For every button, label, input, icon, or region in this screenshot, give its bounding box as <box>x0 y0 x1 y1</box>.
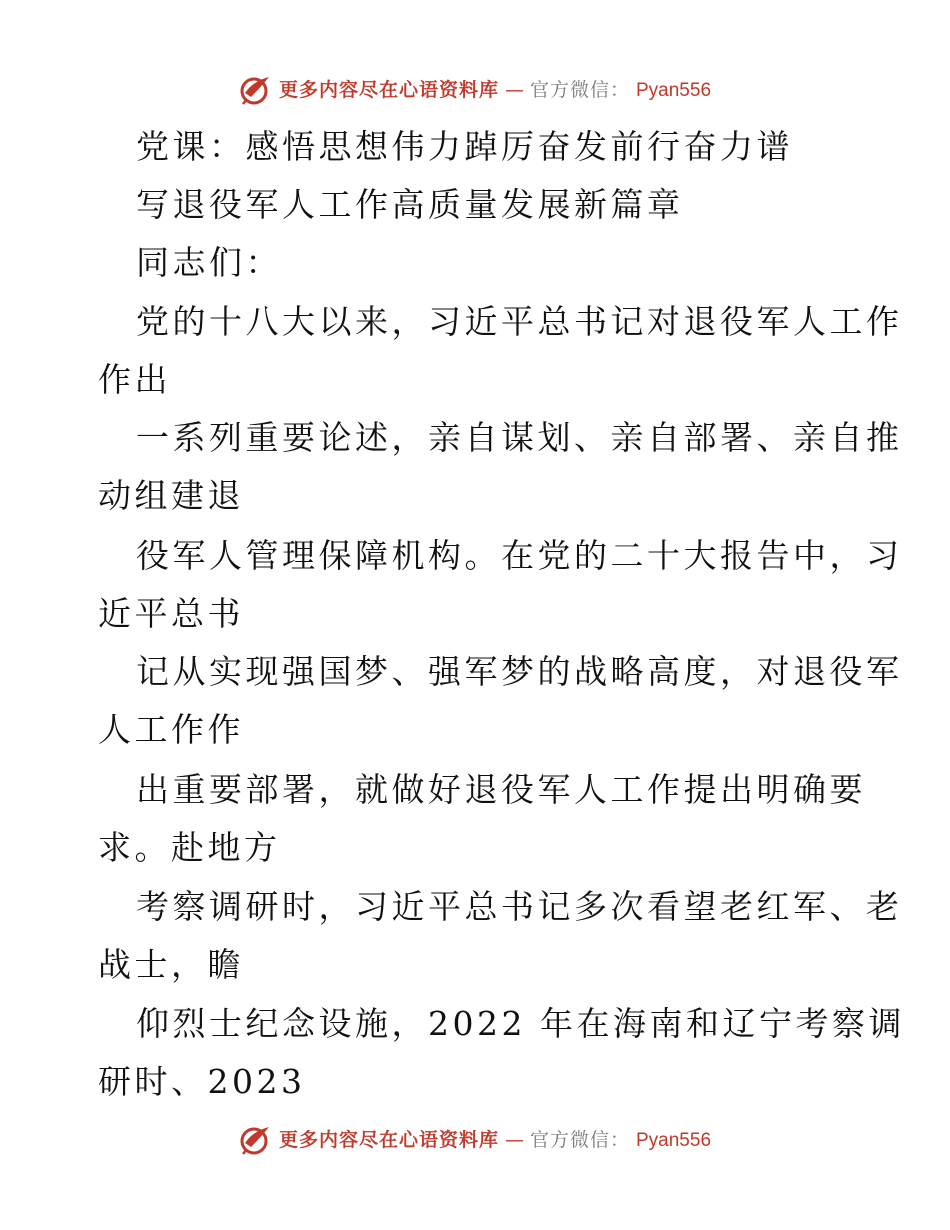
title-line-1: 党课：感悟思想伟力踔厉奋发前行奋力谱 <box>136 127 793 166</box>
text-line: 战士，瞻 <box>98 945 244 984</box>
banner-main-text: 更多内容尽在心语资料库 <box>278 1128 499 1151</box>
text-line: 仰烈士纪念设施，2022 年在海南和辽宁考察调 <box>136 1004 905 1043</box>
text-line: 求。赴地方 <box>98 828 281 867</box>
salutation: 同志们： <box>136 243 282 282</box>
text-line: 近平总书 <box>98 594 244 633</box>
banner-wechat-id: Pyan556 <box>636 1129 712 1151</box>
text-line: 役军人管理保障机构。在党的二十大报告中，习 <box>136 536 903 575</box>
banner-sub-text: 官方微信： <box>529 1128 630 1151</box>
text-line: 出重要部署，就做好退役军人工作提出明确要 <box>136 770 866 809</box>
banner-wechat-id: Pyan556 <box>636 79 712 101</box>
title-line-2: 写退役军人工作高质量发展新篇章 <box>136 185 684 224</box>
quill-logo-icon <box>239 1123 273 1157</box>
banner-main-text: 更多内容尽在心语资料库 <box>278 78 499 101</box>
text-line: 一系列重要论述，亲自谋划、亲自部署、亲自推 <box>136 418 903 457</box>
footer-watermark-banner <box>0 1120 950 1160</box>
text-line: 动组建退 <box>98 476 244 515</box>
banner-dash: — <box>504 1128 524 1151</box>
text-line: 党的十八大以来，习近平总书记对退役军人工作 <box>136 302 903 341</box>
text-line: 记从实现强国梦、强军梦的战略高度，对退役军 <box>136 652 903 691</box>
text-line: 人工作作 <box>98 710 244 749</box>
text-line: 作出 <box>98 360 171 399</box>
text-line: 研时、2023 <box>98 1062 306 1101</box>
banner-dash: — <box>504 78 524 101</box>
banner-sub-text: 官方微信： <box>529 78 630 101</box>
text-line: 考察调研时，习近平总书记多次看望老红军、老 <box>136 887 903 926</box>
